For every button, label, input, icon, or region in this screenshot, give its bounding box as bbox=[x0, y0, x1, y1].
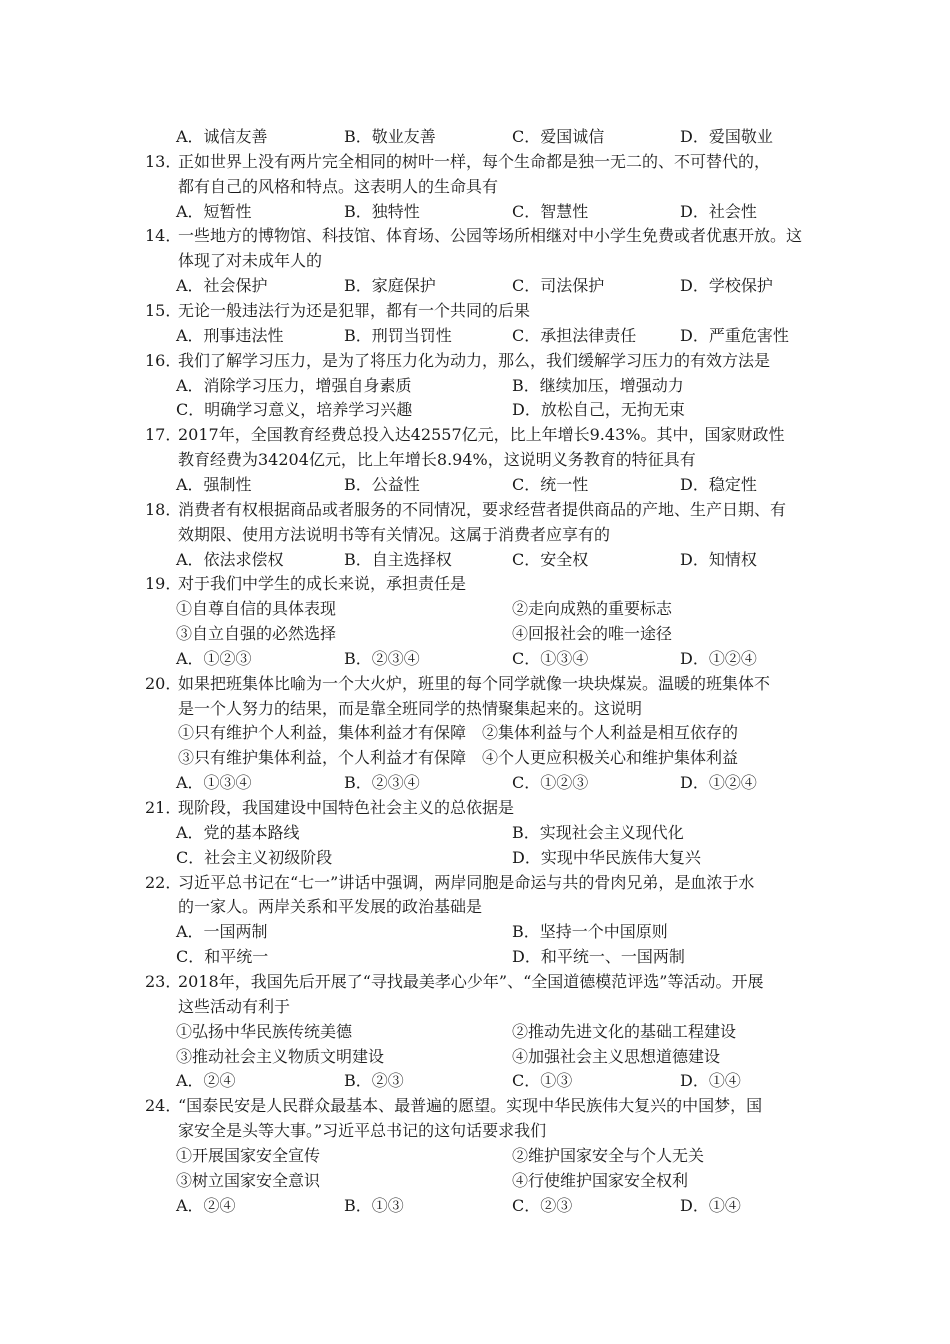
option-row bbox=[0, 472, 950, 497]
question-line bbox=[0, 571, 950, 596]
question-line bbox=[0, 969, 950, 994]
option-d: D．社会性 bbox=[680, 201, 757, 221]
option-left: C．明确学习意义，培养学习兴趣 bbox=[176, 400, 413, 420]
option-b: B．②③④ bbox=[344, 648, 420, 668]
option-b: B．②③④ bbox=[344, 773, 420, 793]
option-right: ④行使维护国家安全权利 bbox=[512, 1170, 689, 1190]
option-right: B．实现社会主义现代化 bbox=[512, 822, 684, 842]
option-row bbox=[0, 199, 950, 224]
question-number: 23． bbox=[145, 971, 182, 991]
option-c: C．承担法律责任 bbox=[512, 325, 637, 345]
option-d: D．①②④ bbox=[680, 648, 757, 668]
option-left: A．消除学习压力，增强自身素质 bbox=[176, 375, 412, 395]
question-line bbox=[0, 870, 950, 895]
option-d: D．学校保护 bbox=[680, 276, 773, 296]
option-row bbox=[0, 1019, 950, 1044]
question-number: 16． bbox=[145, 350, 182, 370]
option-b: B．家庭保护 bbox=[344, 276, 436, 296]
question-line bbox=[0, 348, 950, 373]
option-d: D．爱国敬业 bbox=[680, 127, 773, 146]
option-left: A．一国两制 bbox=[176, 922, 268, 942]
option-row bbox=[0, 273, 950, 298]
option-b: B．刑罚当罚性 bbox=[344, 325, 452, 345]
question-text: 消费者有权根据商品或者服务的不同情况，要求经营者提供商品的产地、生产日期、有 bbox=[178, 499, 787, 519]
option-d: D．严重危害性 bbox=[680, 325, 789, 345]
question-text: 现阶段，我国建设中国特色社会主义的总依据是 bbox=[178, 798, 515, 817]
option-c: C．①②③ bbox=[512, 773, 589, 793]
option-c: C．安全权 bbox=[512, 549, 589, 569]
option-b: B．②③ bbox=[344, 1071, 404, 1091]
option-a: A．①②③ bbox=[176, 648, 252, 668]
option-left: A．党的基本路线 bbox=[176, 822, 300, 842]
option-right: ④回报社会的唯一途径 bbox=[512, 624, 673, 643]
option-row bbox=[0, 1044, 950, 1069]
question-continuation bbox=[0, 745, 950, 770]
option-b: B．独特性 bbox=[344, 201, 420, 221]
option-a: A．社会保护 bbox=[176, 276, 268, 296]
question-number: 14． bbox=[145, 226, 182, 246]
option-d: D．①②④ bbox=[680, 773, 757, 793]
option-a: A．②④ bbox=[176, 1071, 236, 1091]
option-b: B．①③ bbox=[344, 1195, 404, 1215]
question-text: 教育经费为34204亿元，比上年增长8.94%，这说明义务教育的特征具有 bbox=[178, 450, 696, 470]
option-row bbox=[0, 845, 950, 870]
question-number: 24． bbox=[145, 1096, 182, 1116]
option-c: C．①③④ bbox=[512, 648, 589, 668]
question-number: 21． bbox=[145, 798, 182, 817]
question-text: 习近平总书记在“七一”讲话中强调，两岸同胞是命运与共的骨肉兄弟，是血浓于水 bbox=[178, 872, 755, 892]
option-left: ①自尊自信的具体表现 bbox=[176, 599, 337, 619]
question-continuation bbox=[0, 894, 950, 919]
question-text: 的一家人。两岸关系和平发展的政治基础是 bbox=[178, 897, 483, 917]
option-left: ③树立国家安全意识 bbox=[176, 1170, 321, 1190]
question-text: 2018年，我国先后开展了“寻找最美孝心少年”、“全国道德模范评选”等活动。开展 bbox=[178, 971, 764, 991]
question-number: 20． bbox=[145, 673, 182, 693]
option-row bbox=[0, 1193, 950, 1218]
option-left: ③推动社会主义物质文明建设 bbox=[176, 1046, 385, 1066]
option-d: D．稳定性 bbox=[680, 474, 757, 494]
option-right: ②走向成熟的重要标志 bbox=[512, 599, 673, 619]
option-row bbox=[0, 919, 950, 944]
option-c: C．智慧性 bbox=[512, 201, 589, 221]
option-c: C．②③ bbox=[512, 1195, 573, 1215]
question-text: 无论一般违法行为还是犯罪，都有一个共同的后果 bbox=[178, 301, 531, 320]
option-a: A．②④ bbox=[176, 1195, 236, 1215]
question-text: 如果把班集体比喻为一个大火炉，班里的每个同学就像一块块煤炭。温暖的班集体不 bbox=[178, 673, 771, 693]
question-continuation bbox=[0, 174, 950, 199]
option-a: A．短暂性 bbox=[176, 201, 252, 221]
option-left: C．和平统一 bbox=[176, 947, 269, 967]
question-line bbox=[0, 671, 950, 696]
question-text: 是一个人努力的结果，而是靠全班同学的热情聚集起来的。这说明 bbox=[178, 698, 643, 718]
question-number: 13． bbox=[145, 151, 182, 171]
option-right: D．实现中华民族伟大复兴 bbox=[512, 847, 701, 867]
option-b: B．公益性 bbox=[344, 474, 420, 494]
option-row bbox=[0, 373, 950, 398]
option-left: ③自立自强的必然选择 bbox=[176, 624, 337, 643]
question-continuation bbox=[0, 522, 950, 547]
question-number: 22． bbox=[145, 872, 182, 892]
option-row bbox=[0, 944, 950, 969]
option-a: A．①③④ bbox=[176, 773, 252, 793]
question-text: 体现了对未成年人的 bbox=[178, 251, 323, 271]
option-right: D．和平统一、一国两制 bbox=[512, 947, 685, 967]
option-right: ②推动先进文化的基础工程建设 bbox=[512, 1021, 737, 1041]
question-text: ③只有维护集体利益，个人利益才有保障 ④个人更应积极关心和维护集体利益 bbox=[178, 748, 739, 768]
option-d: D．①④ bbox=[680, 1195, 741, 1215]
option-d: D．知情权 bbox=[680, 549, 757, 569]
option-right: D．放松自己，无拘无束 bbox=[512, 400, 685, 420]
option-c: C．司法保护 bbox=[512, 276, 605, 296]
option-row bbox=[0, 1168, 950, 1193]
option-row bbox=[0, 1143, 950, 1168]
option-row bbox=[0, 547, 950, 572]
option-left: ①弘扬中华民族传统美德 bbox=[176, 1021, 353, 1041]
question-line bbox=[0, 795, 950, 820]
option-a: A．强制性 bbox=[176, 474, 252, 494]
question-line bbox=[0, 149, 950, 174]
option-a: A．刑事违法性 bbox=[176, 325, 284, 345]
option-right: B．继续加压，增强动力 bbox=[512, 375, 684, 395]
question-text: 效期限、使用方法说明书等有关情况。这属于消费者应享有的 bbox=[178, 524, 611, 544]
question-continuation bbox=[0, 248, 950, 273]
question-text: “国泰民安是人民群众最基本、最普遍的愿望。实现中华民族伟大复兴的中国梦，国 bbox=[178, 1096, 763, 1116]
question-number: 19． bbox=[145, 574, 182, 594]
question-continuation bbox=[0, 447, 950, 472]
question-text: 对于我们中学生的成长来说，承担责任是 bbox=[178, 574, 467, 594]
option-row bbox=[0, 646, 950, 671]
question-line bbox=[0, 497, 950, 522]
question-number: 17． bbox=[145, 425, 182, 445]
question-text: 我们了解学习压力，是为了将压力化为动力，那么，我们缓解学习压力的有效方法是 bbox=[178, 350, 771, 370]
option-right: ②维护国家安全与个人无关 bbox=[512, 1145, 705, 1165]
question-text: 正如世界上没有两片完全相同的树叶一样，每个生命都是独一无二的、不可替代的， bbox=[178, 151, 771, 171]
option-a: A．诚信友善 bbox=[176, 127, 268, 146]
question-text: 一些地方的博物馆、科技馆、体育场、公园等场所相继对中小学生免费或者优惠开放。这 bbox=[178, 226, 803, 246]
option-b: B．敬业友善 bbox=[344, 127, 436, 146]
question-continuation bbox=[0, 994, 950, 1019]
option-row bbox=[0, 124, 950, 149]
question-line bbox=[0, 1093, 950, 1118]
question-text: 这些活动有利于 bbox=[178, 996, 291, 1016]
question-text: 都有自己的风格和特点。这表明人的生命具有 bbox=[178, 176, 499, 196]
option-right: B．坚持一个中国原则 bbox=[512, 922, 668, 942]
option-right: ④加强社会主义思想道德建设 bbox=[512, 1046, 721, 1066]
option-left: C．社会主义初级阶段 bbox=[176, 847, 333, 867]
question-continuation bbox=[0, 1118, 950, 1143]
option-b: B．自主选择权 bbox=[344, 549, 452, 569]
question-number: 15． bbox=[145, 301, 182, 320]
option-row bbox=[0, 820, 950, 845]
question-line bbox=[0, 422, 950, 447]
option-left: ①开展国家安全宣传 bbox=[176, 1145, 321, 1165]
question-continuation bbox=[0, 720, 950, 745]
option-row bbox=[0, 621, 950, 646]
question-line bbox=[0, 298, 950, 323]
question-text: 家安全是头等大事。”习近平总书记的这句话要求我们 bbox=[178, 1121, 547, 1140]
option-c: C．①③ bbox=[512, 1071, 573, 1091]
option-row bbox=[0, 596, 950, 621]
option-row bbox=[0, 323, 950, 348]
question-line bbox=[0, 223, 950, 248]
question-number: 18． bbox=[145, 499, 182, 519]
option-c: C．爱国诚信 bbox=[512, 127, 605, 146]
question-continuation bbox=[0, 696, 950, 721]
option-row bbox=[0, 1068, 950, 1093]
question-text: ①只有维护个人利益，集体利益才有保障 ②集体利益与个人利益是相互依存的 bbox=[178, 723, 739, 743]
option-c: C．统一性 bbox=[512, 474, 589, 494]
option-row bbox=[0, 770, 950, 795]
option-d: D．①④ bbox=[680, 1071, 741, 1091]
question-text: 2017年，全国教育经费总投入达42557亿元，比上年增长9.43%。其中，国家财政性 bbox=[178, 425, 785, 445]
option-row bbox=[0, 397, 950, 422]
option-a: A．依法求偿权 bbox=[176, 549, 284, 569]
